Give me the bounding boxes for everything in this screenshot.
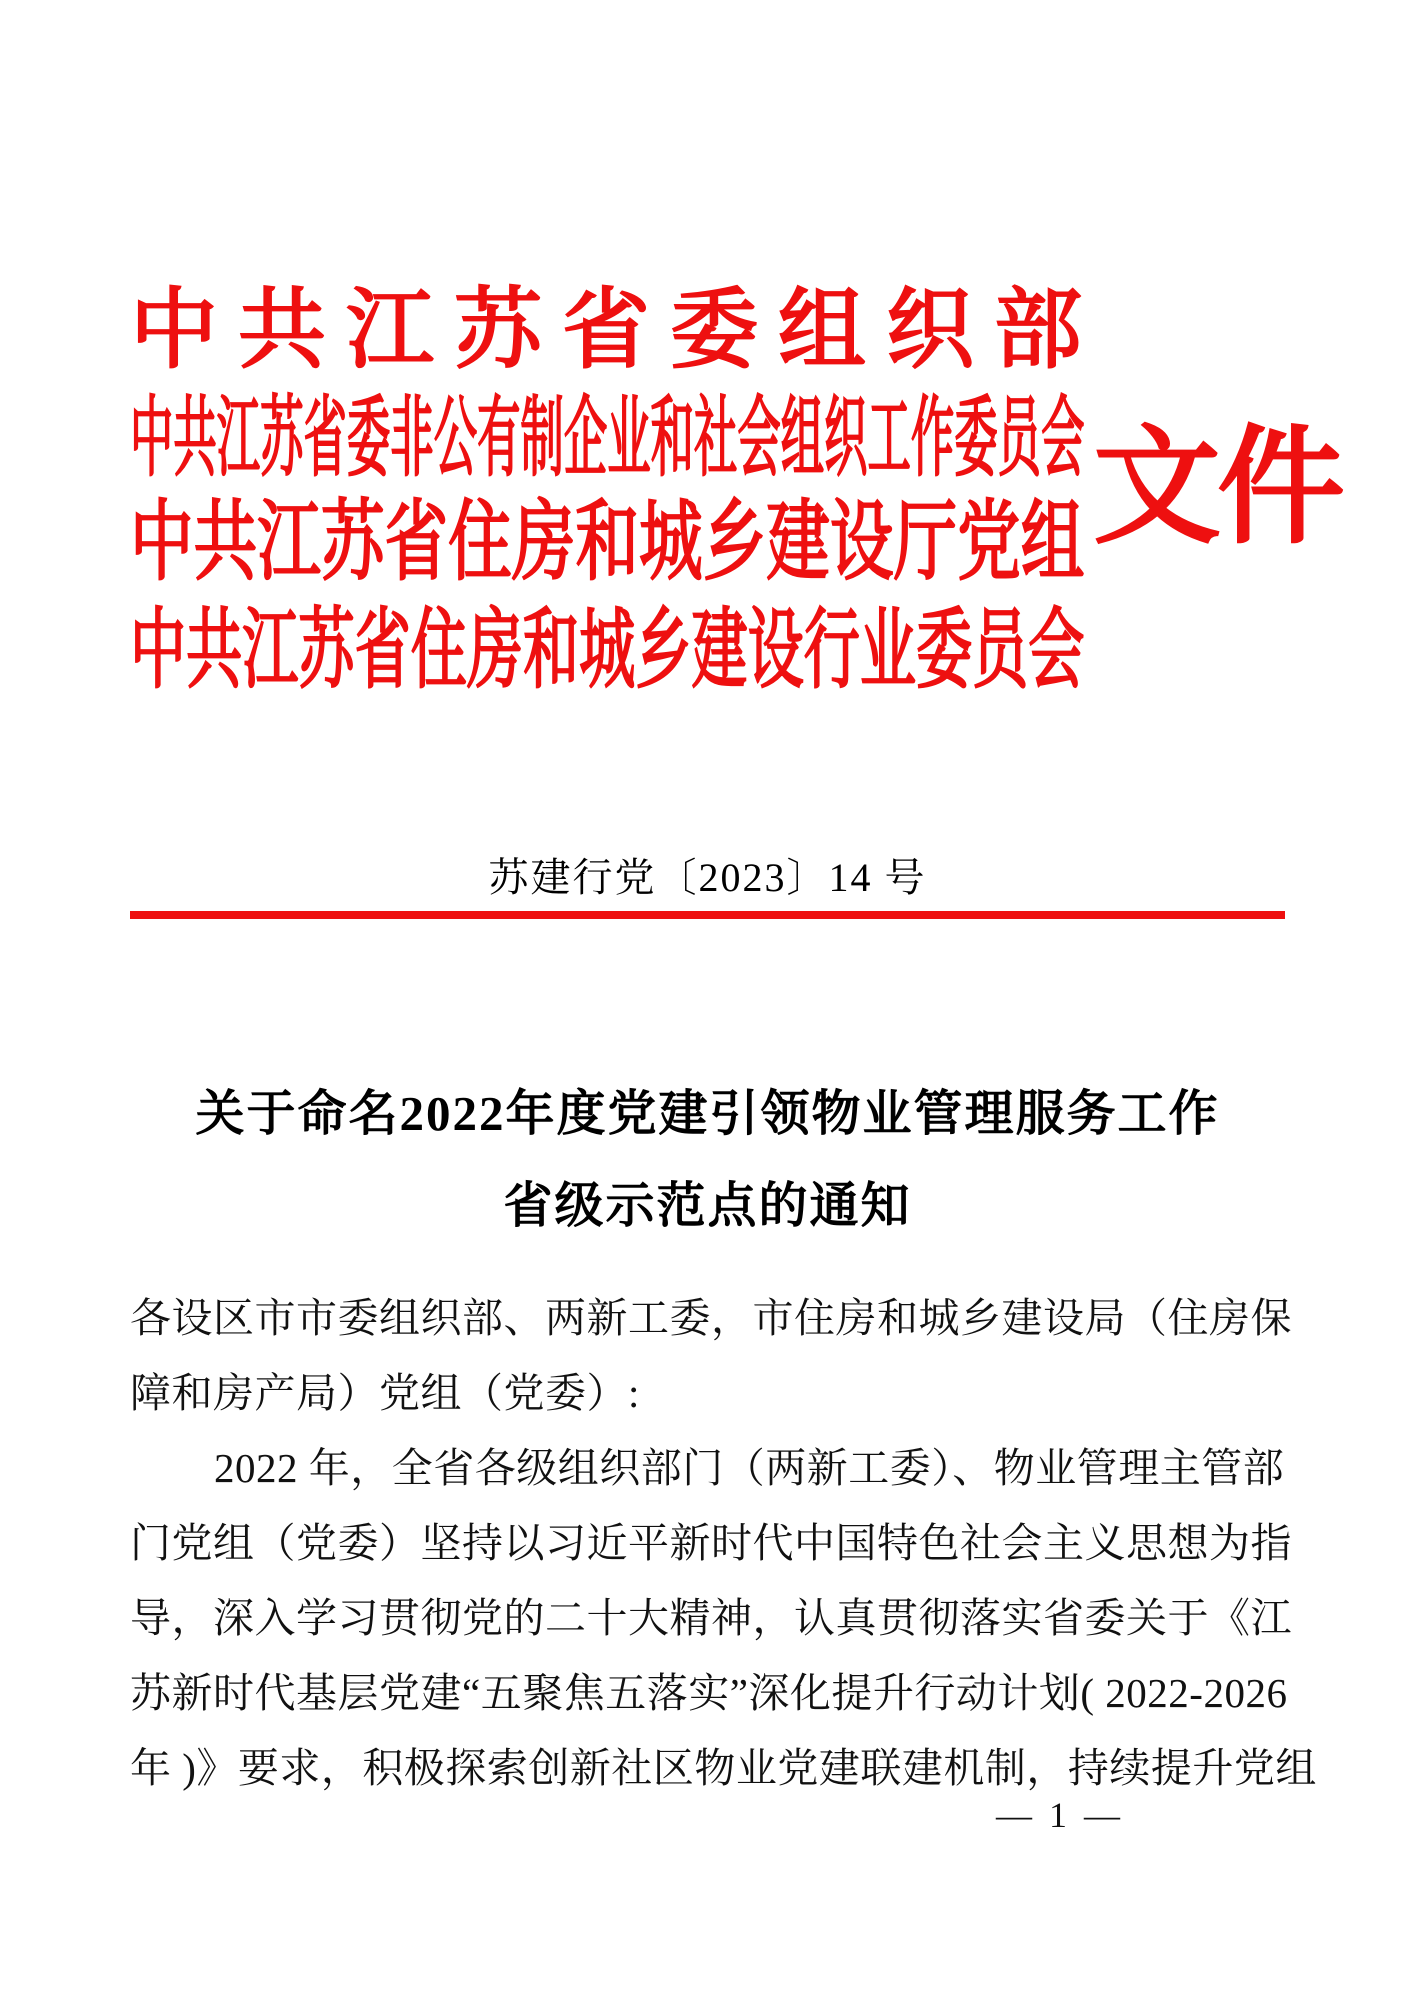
letterhead-org-line-1: 中共江苏省委组织部 bbox=[130, 283, 1103, 380]
letterhead-org-line-3: 中共江苏省住房和城乡建设厅党组 bbox=[130, 495, 1085, 592]
document-title-line-2: 省级示范点的通知 bbox=[503, 1178, 912, 1233]
body-paragraph-line-3: 导，深入学习贯彻党的二十大精神，认真贯彻落实省委关于《江 bbox=[130, 1595, 1292, 1641]
document-body bbox=[130, 1281, 1317, 1806]
letterhead-org-line-4: 中共江苏省住房和城乡建设行业委员会 bbox=[130, 603, 1085, 700]
document-title bbox=[130, 1068, 1285, 1252]
body-salutation-line-2: 障和房产局）党组（党委）: bbox=[130, 1370, 640, 1416]
document-reference-number: 苏建行党〔2023〕14 号 bbox=[488, 855, 927, 900]
document-content bbox=[130, 0, 1342, 2000]
page-number: — 1 — bbox=[996, 1795, 1124, 1835]
body-salutation-line-1: 各设区市市委组织部、两新工委，市住房和城乡建设局（住房保 bbox=[130, 1295, 1292, 1341]
red-separator-rule bbox=[130, 911, 1285, 919]
body-paragraph-line-1: 2022 年，全省各级组织部门（两新工委）、物业管理主管部 bbox=[214, 1445, 1285, 1491]
body-paragraph-line-5: 年 )》要求，积极探索创新社区物业党建联建机制，持续提升党组 bbox=[130, 1745, 1317, 1791]
letterhead-org-line-2: 中共江苏省委非公有制企业和社会组织工作委员会 bbox=[130, 391, 1085, 488]
body-paragraph-line-2: 门党组（党委）坚持以习近平新时代中国特色社会主义思想为指 bbox=[130, 1520, 1292, 1566]
document-title-line-1: 关于命名2022年度党建引领物业管理服务工作 bbox=[195, 1086, 1220, 1141]
letterhead-document-word: 文件 bbox=[1093, 417, 1342, 559]
body-paragraph-line-4: 苏新时代基层党建“五聚焦五落实”深化提升行动计划( 2022-2026 bbox=[130, 1670, 1288, 1716]
